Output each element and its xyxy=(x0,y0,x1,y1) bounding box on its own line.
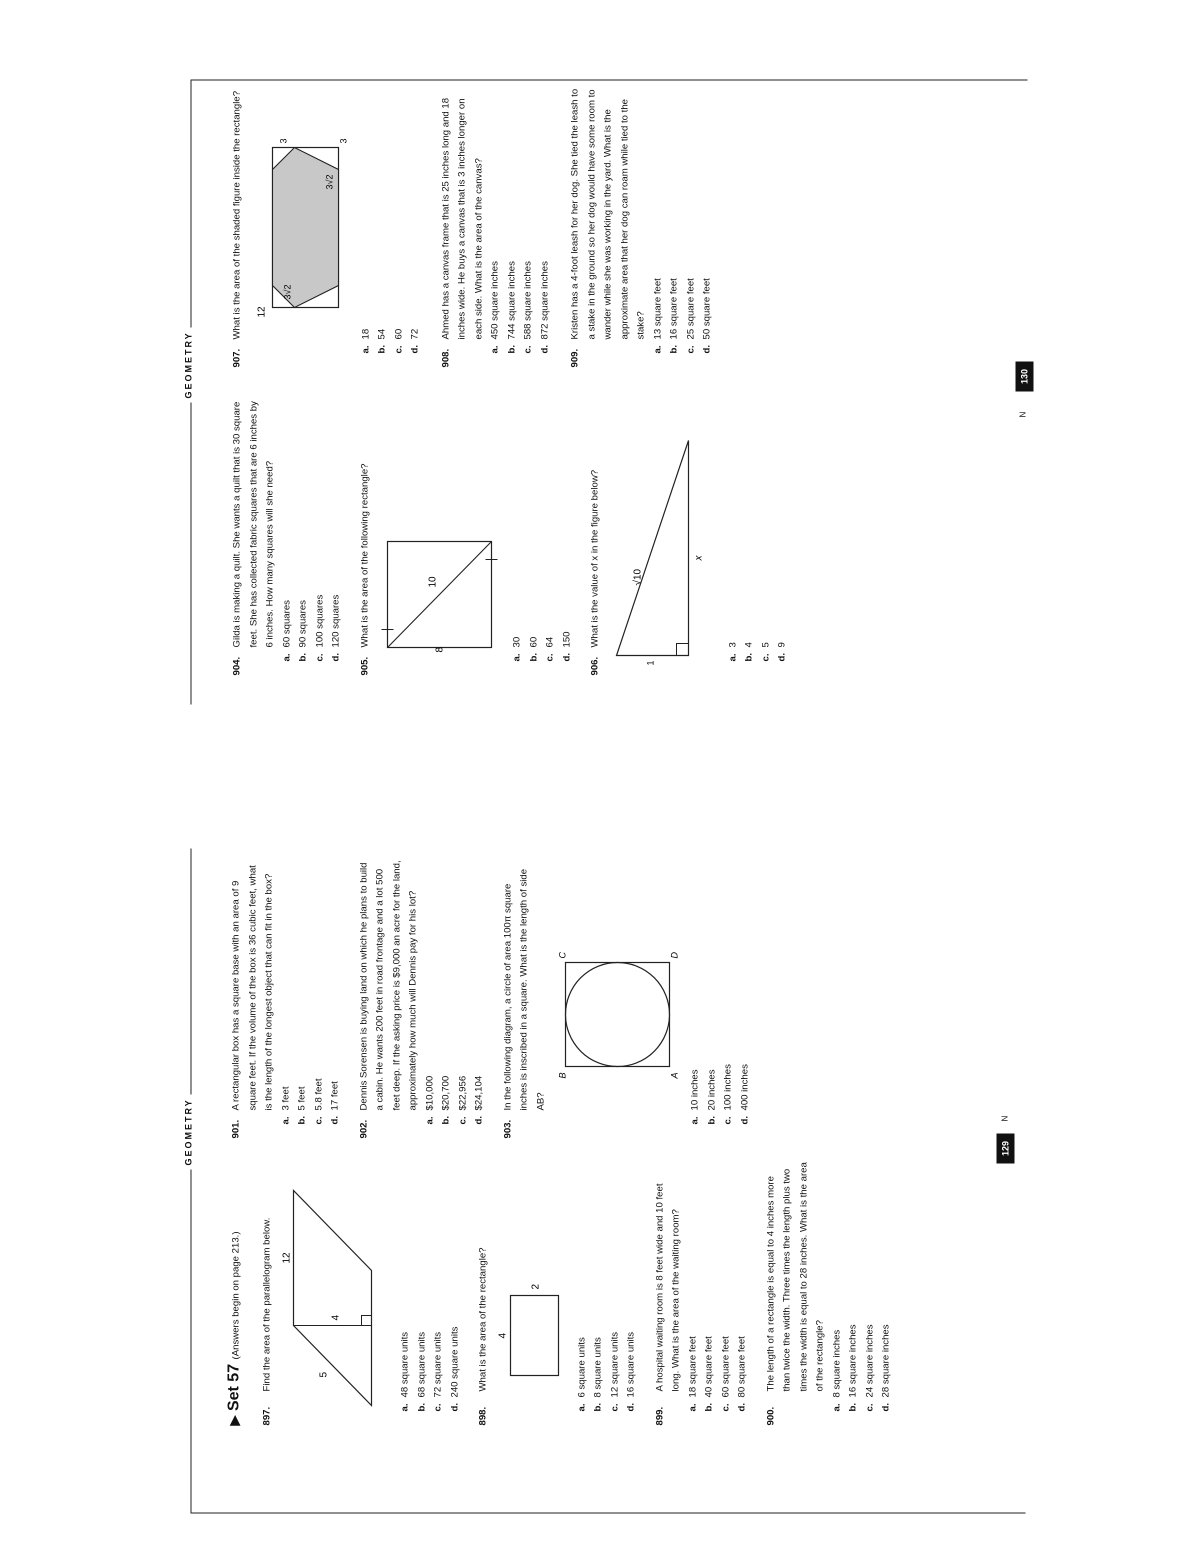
option-d xyxy=(447,1160,464,1411)
option-text: $24,104 xyxy=(473,1075,484,1110)
question-text: Find the area of the parallelogram below. xyxy=(260,1217,272,1391)
base-label-12: 12 xyxy=(281,1251,292,1263)
width-label-4: 4 xyxy=(496,1332,508,1338)
option-letter: d. xyxy=(625,1402,636,1411)
option-letter: a. xyxy=(359,344,371,353)
option-letter: b. xyxy=(703,1402,714,1411)
option-d xyxy=(327,858,344,1124)
option-a xyxy=(358,87,375,353)
length-label-12: 12 xyxy=(255,305,267,317)
option-text: 588 square inches xyxy=(522,260,533,339)
option-letter: a. xyxy=(423,1115,435,1124)
option-letter: c. xyxy=(522,344,533,353)
option-a xyxy=(725,395,742,661)
option-d xyxy=(471,858,488,1124)
option-text: 3 xyxy=(726,641,738,647)
option-letter: c. xyxy=(312,1115,324,1124)
option-letter: b. xyxy=(415,1402,427,1411)
option-text: 16 square inches xyxy=(847,1323,858,1397)
option-a xyxy=(278,858,295,1124)
question-907 xyxy=(229,87,424,367)
option-letter: d. xyxy=(736,1402,747,1411)
option-d xyxy=(623,1160,640,1411)
height-label-4: 4 xyxy=(330,1314,341,1320)
option-b xyxy=(701,1160,718,1411)
vertex-label-d: D xyxy=(669,951,679,958)
option-letter: d. xyxy=(701,344,712,353)
left-page-number: 129 xyxy=(996,1133,1014,1163)
question-number: 899. xyxy=(653,1406,665,1425)
right-triangle-figure xyxy=(608,425,723,665)
option-b xyxy=(845,1160,862,1411)
left-page-left-border xyxy=(190,1512,1025,1513)
height-label-2: 2 xyxy=(529,1283,541,1289)
right-page-column-2 xyxy=(229,87,716,367)
question-902 xyxy=(356,858,488,1138)
option-text: 872 square inches xyxy=(538,260,550,339)
option-letter: b. xyxy=(847,1402,858,1411)
shaded-hexagon xyxy=(272,147,338,307)
option-letter: a. xyxy=(280,652,292,661)
option-c xyxy=(862,1160,879,1411)
question-number: 898. xyxy=(477,1406,488,1425)
option-c xyxy=(311,858,328,1124)
parallelogram-figure xyxy=(281,1175,381,1415)
option-text: 20 inches xyxy=(705,1068,717,1110)
option-a xyxy=(422,858,439,1124)
option-letter: a. xyxy=(489,344,500,353)
option-text: 450 square inches xyxy=(489,260,500,339)
option-c xyxy=(607,1160,624,1411)
option-letter: b. xyxy=(705,1115,717,1124)
option-c xyxy=(718,1160,735,1411)
question-number: 909. xyxy=(569,348,580,367)
option-a xyxy=(397,1160,414,1411)
option-letter: d. xyxy=(329,1115,340,1124)
option-b xyxy=(704,858,721,1124)
option-letter: b. xyxy=(743,652,754,661)
question-909 xyxy=(567,87,716,367)
option-d xyxy=(699,87,716,353)
question-text: Kristen has a 4-foot leash for her dog. She tied the leash to a stake in the ground so her dog would have some room to wander while she was working in the yard. What is the approximate area that her dog can roam while tied to the stake? xyxy=(569,88,646,339)
option-text: 72 xyxy=(409,328,420,339)
arrow-right-icon: ▶ xyxy=(226,1415,241,1425)
option-d xyxy=(537,87,554,353)
option-text: 40 square feet xyxy=(703,1335,714,1397)
side-label-5: 5 xyxy=(318,1371,329,1377)
question-901 xyxy=(228,858,344,1138)
question-number: 905. xyxy=(358,656,370,675)
circle-shape xyxy=(565,962,669,1066)
question-905 xyxy=(357,395,576,675)
question-text: In the following diagram, a circle of area 100π square inches is inscribed in a square. What is the length of side AB? xyxy=(501,868,546,1110)
option-letter: c. xyxy=(684,344,696,353)
option-c xyxy=(758,395,775,661)
option-letter: a. xyxy=(575,1402,587,1411)
question-number: 903. xyxy=(501,1119,513,1138)
option-b xyxy=(294,858,311,1124)
option-letter: b. xyxy=(376,344,387,353)
left-page-column-1 xyxy=(226,1160,895,1425)
question-900 xyxy=(763,1160,895,1425)
option-text: 6 square units xyxy=(575,1336,587,1397)
question-text: A rectangular box has a square base with an area of 9 square feet. If the volume of the box is 36 cubic feet, what is the length of the longest object that can fit in the box? xyxy=(230,864,274,1110)
question-number: 901. xyxy=(230,1119,241,1138)
right-angle-mark xyxy=(676,643,688,655)
x-label: x xyxy=(692,555,704,560)
option-text: 240 square units xyxy=(448,1326,460,1397)
option-letter: c. xyxy=(313,652,325,661)
side-label-left: 3 xyxy=(277,137,288,143)
diagonal-label-top: 3√2 xyxy=(281,284,292,299)
option-text: 18 square feet xyxy=(686,1335,698,1397)
right-page-column-1 xyxy=(229,395,791,675)
option-text: $10,000 xyxy=(423,1075,435,1110)
option-text: 30 xyxy=(511,636,522,647)
option-letter: d. xyxy=(880,1402,891,1411)
question-text: The length of a rectangle is equal to 4 inches more than twice the width. Three times the length plus two times the width is equal to 28 inches. What is the area of the rectangle? xyxy=(764,1161,825,1391)
option-letter: d. xyxy=(738,1115,750,1124)
option-letter: c. xyxy=(719,1402,731,1411)
question-number: 907. xyxy=(231,348,242,367)
question-text: What is the area of the following rectangle? xyxy=(358,463,370,647)
shaded-hexagon-figure xyxy=(250,137,350,327)
question-899 xyxy=(652,1160,751,1425)
rectangle-shape xyxy=(387,541,491,647)
option-letter: b. xyxy=(505,344,517,353)
option-text: 8 square inches xyxy=(830,1329,842,1397)
option-c xyxy=(430,1160,447,1411)
diagonal-line xyxy=(387,541,491,647)
option-a xyxy=(829,1160,846,1411)
rectangle-shape xyxy=(510,1295,558,1375)
option-b xyxy=(666,87,683,353)
option-letter: d. xyxy=(538,344,550,353)
question-number: 902. xyxy=(357,1119,369,1138)
option-letter: a. xyxy=(830,1402,842,1411)
option-c xyxy=(683,87,700,353)
option-letter: d. xyxy=(776,652,787,661)
option-b xyxy=(504,87,521,353)
set-title: Set 57 xyxy=(225,1363,242,1411)
option-b xyxy=(374,87,391,353)
option-letter: a. xyxy=(399,1402,410,1411)
option-letter: c. xyxy=(432,1402,443,1411)
option-letter: b. xyxy=(527,652,539,661)
vertex-label-a: A xyxy=(669,1071,679,1078)
option-text: 3 feet xyxy=(279,1085,291,1110)
option-text: 64 xyxy=(544,636,555,647)
option-b xyxy=(741,395,758,661)
option-text: 100 squares xyxy=(313,594,325,647)
option-text: 48 square units xyxy=(399,1331,410,1397)
option-letter: d. xyxy=(473,1115,484,1124)
question-text: Ahmed has a canvas frame that is 25 inches long and 18 inches wide. He buys a canvas that is 3 inches longer on each side. What is the area of the canvas? xyxy=(439,97,484,339)
option-a xyxy=(685,1160,702,1411)
left-n-mark: N xyxy=(1000,1115,1009,1121)
option-text: 10 inches xyxy=(689,1068,700,1110)
rectangle-diagonal-figure xyxy=(379,525,499,655)
right-page-right-border xyxy=(190,79,1027,80)
option-c xyxy=(720,858,737,1124)
question-number: 900. xyxy=(764,1406,776,1425)
option-text: $20,700 xyxy=(440,1075,451,1110)
side-label-right: 3 xyxy=(337,137,348,143)
option-a xyxy=(650,87,667,353)
option-text: 60 xyxy=(527,636,539,647)
option-text: 54 xyxy=(376,328,387,339)
question-text: A hospital waiting room is 8 feet wide and 10 feet long. What is the area of the waiting room? xyxy=(653,1183,681,1391)
option-letter: c. xyxy=(759,652,771,661)
question-text: What is the value of x in the figure below? xyxy=(589,469,600,647)
option-letter: b. xyxy=(297,652,308,661)
option-letter: c. xyxy=(722,1115,733,1124)
option-d xyxy=(878,1160,895,1411)
option-letter: c. xyxy=(608,1402,620,1411)
option-c xyxy=(542,395,559,661)
parallelogram-shape xyxy=(293,1190,371,1405)
option-c xyxy=(455,858,472,1124)
option-c xyxy=(520,87,537,353)
question-906 xyxy=(587,395,791,675)
right-running-head: GEOMETRY xyxy=(183,327,193,402)
question-text: Dennis Sorensen is buying land on which he plans to build a cabin. He wants 200 feet in road frontage and a lot 500 feet deep. If the asking price is $9,000 an acre for the land, approximately how much will Dennis pay for his lot? xyxy=(357,859,418,1110)
left-running-head: GEOMETRY xyxy=(183,1094,193,1169)
option-text: $22,956 xyxy=(456,1075,468,1110)
question-897 xyxy=(259,1160,464,1425)
option-d xyxy=(774,395,791,661)
option-letter: d. xyxy=(560,652,572,661)
option-letter: a. xyxy=(511,652,522,661)
question-text: What is the area of the rectangle? xyxy=(477,1247,488,1391)
option-text: 5 feet xyxy=(296,1085,307,1110)
option-text: 24 square inches xyxy=(863,1323,875,1397)
question-number: 904. xyxy=(231,656,242,675)
option-letter: a. xyxy=(726,652,738,661)
option-letter: d. xyxy=(330,652,341,661)
option-b xyxy=(414,1160,431,1411)
diagonal-label-10: 10 xyxy=(427,575,438,587)
option-text: 9 xyxy=(776,641,787,647)
option-text: 13 square feet xyxy=(651,277,663,339)
option-d xyxy=(407,87,424,353)
option-text: 80 square feet xyxy=(736,1335,747,1397)
question-903 xyxy=(500,858,754,1138)
option-text: 744 square inches xyxy=(505,260,517,339)
option-text: 16 square feet xyxy=(668,277,679,339)
option-text: 5.8 feet xyxy=(312,1077,324,1110)
option-text: 68 square units xyxy=(415,1331,427,1397)
option-text: 90 squares xyxy=(297,599,308,647)
option-text: 400 inches xyxy=(738,1063,750,1110)
option-text: 50 square feet xyxy=(701,277,712,339)
option-letter: c. xyxy=(456,1115,468,1124)
option-letter: b. xyxy=(592,1402,603,1411)
option-b xyxy=(295,395,312,661)
option-letter: a. xyxy=(689,1115,700,1124)
triangle-shape xyxy=(616,440,688,655)
option-letter: b. xyxy=(668,344,679,353)
option-text: 12 square units xyxy=(608,1331,620,1397)
option-letter: a. xyxy=(686,1402,698,1411)
right-angle-mark xyxy=(361,1315,371,1325)
option-text: 18 xyxy=(359,328,371,339)
option-letter: c. xyxy=(392,344,404,353)
option-text: 72 square units xyxy=(432,1331,443,1397)
option-letter: b. xyxy=(440,1115,451,1124)
set-note: (Answers begin on page 213.) xyxy=(230,1230,241,1359)
option-text: 60 square feet xyxy=(719,1335,731,1397)
question-number: 906. xyxy=(589,656,600,675)
right-page-number: 130 xyxy=(1015,361,1033,391)
side-label-8: 8 xyxy=(434,646,445,652)
option-c xyxy=(391,87,408,353)
option-letter: d. xyxy=(448,1402,460,1411)
option-text: 28 square inches xyxy=(880,1323,891,1397)
option-d xyxy=(734,1160,751,1411)
question-number: 897. xyxy=(260,1406,272,1425)
option-d xyxy=(328,395,345,661)
option-letter: c. xyxy=(544,652,555,661)
option-d xyxy=(737,858,754,1124)
question-908 xyxy=(438,87,554,367)
set-heading xyxy=(226,1160,245,1425)
option-text: 150 xyxy=(560,630,572,647)
option-letter: a. xyxy=(279,1115,291,1124)
question-text: What is the area of the shaded figure inside the rectangle? xyxy=(231,90,242,339)
option-a xyxy=(687,858,704,1124)
left-page-column-2 xyxy=(228,858,753,1138)
diagonal-label-bottom: 3√2 xyxy=(323,174,334,189)
vertex-label-b: B xyxy=(557,1071,567,1078)
option-a xyxy=(279,395,296,661)
left-page-top-rule xyxy=(190,848,191,1513)
option-letter: a. xyxy=(651,344,663,353)
option-text: 5 xyxy=(759,641,771,647)
option-text: 60 squares xyxy=(280,599,292,647)
leg-label-1: 1 xyxy=(644,659,655,665)
option-text: 17 feet xyxy=(329,1080,340,1110)
right-n-mark: N xyxy=(1018,411,1027,417)
option-text: 4 xyxy=(743,641,754,647)
question-898 xyxy=(475,1160,640,1425)
option-text: 100 inches xyxy=(722,1063,733,1110)
option-letter: b. xyxy=(296,1115,307,1124)
inscribed-circle-figure xyxy=(553,938,681,1088)
option-text: 25 square feet xyxy=(684,277,696,339)
option-b xyxy=(526,395,543,661)
question-number: 908. xyxy=(439,348,451,367)
rectangle-figure xyxy=(494,1265,564,1405)
option-letter: d. xyxy=(409,344,420,353)
option-text: 8 square units xyxy=(592,1336,603,1397)
option-text: 16 square units xyxy=(625,1331,636,1397)
question-904 xyxy=(229,395,345,675)
question-text: Gilda is making a quilt. She wants a quilt that is 30 square feet. She has collected fabric squares that are 6 inches by 6 inches. How many squares will she need? xyxy=(231,400,275,647)
option-text: 120 squares xyxy=(330,594,341,647)
option-b xyxy=(438,858,455,1124)
option-c xyxy=(312,395,329,661)
option-a xyxy=(487,87,504,353)
hypotenuse-label: √10 xyxy=(631,568,643,585)
option-letter: c. xyxy=(863,1402,875,1411)
option-d xyxy=(559,395,576,661)
option-text: 60 xyxy=(392,328,404,339)
option-a xyxy=(509,395,526,661)
option-a xyxy=(574,1160,591,1411)
vertex-label-c: C xyxy=(557,951,567,958)
option-b xyxy=(590,1160,607,1411)
